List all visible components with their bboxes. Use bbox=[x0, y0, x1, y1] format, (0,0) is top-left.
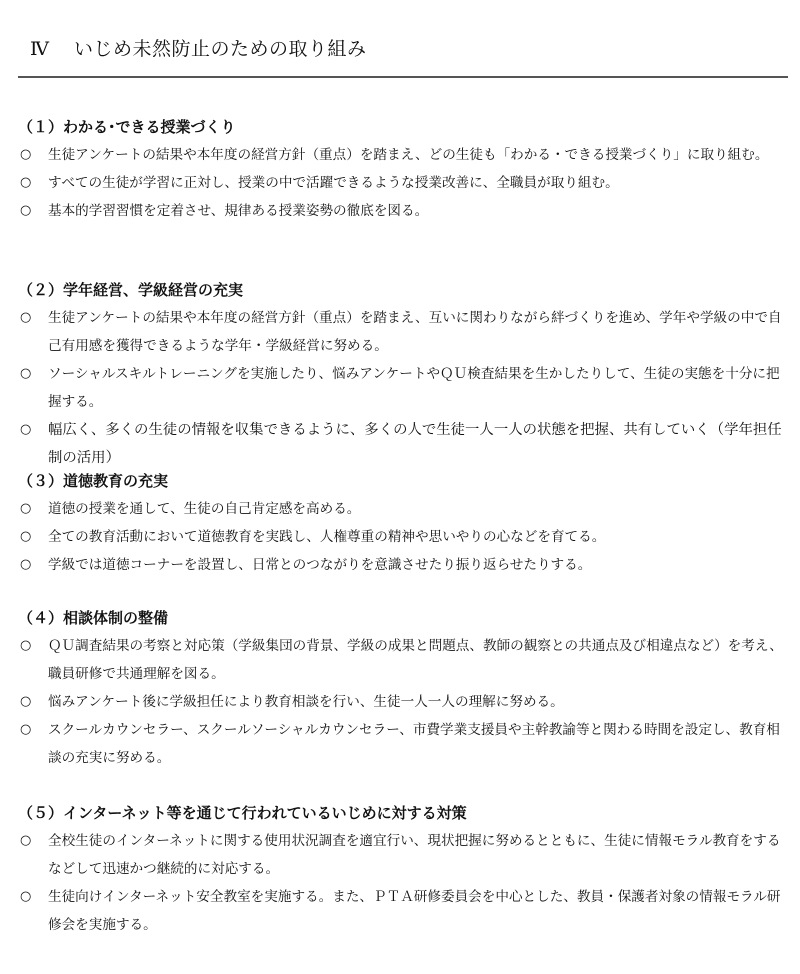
section-heading: （１）わかる･できる授業づくり bbox=[18, 118, 236, 136]
list-item bbox=[18, 523, 790, 551]
list-item bbox=[18, 688, 790, 716]
list-item bbox=[18, 883, 790, 939]
document-title bbox=[30, 34, 367, 61]
item-text: 生徒アンケートの結果や本年度の経営方針（重点）を踏まえ、互いに関わりながら絆づくりを進め、学年や学級の中で自己有用感を獲得できるような学年・学級経営に努める。 bbox=[48, 310, 782, 354]
bullet-circle: ○ bbox=[20, 529, 32, 544]
bullet-circle: ○ bbox=[20, 557, 32, 572]
section-item-list bbox=[18, 632, 790, 772]
section-item-list bbox=[18, 495, 790, 579]
item-text: 基本的学習習慣を定着させ、規律ある授業姿勢の徹底を図る。 bbox=[48, 203, 429, 219]
section-item-list bbox=[18, 827, 790, 939]
list-item bbox=[18, 360, 790, 416]
list-item bbox=[18, 495, 790, 523]
section-moral-education bbox=[18, 467, 790, 579]
item-text: 全ての教育活動において道徳教育を実践し、人権尊重の精神や思いやりの心などを育てる。 bbox=[48, 529, 606, 545]
section-heading: （３）道徳教育の充実 bbox=[18, 472, 169, 490]
bullet-circle: ○ bbox=[20, 203, 32, 218]
item-text: 道徳の授業を通して、生徒の自己肯定感を高める。 bbox=[48, 501, 361, 517]
section-internet-measures bbox=[18, 799, 790, 939]
section-heading: （５）インターネット等を通じて行われているいじめに対する対策 bbox=[18, 804, 467, 822]
bullet-circle: ○ bbox=[20, 422, 32, 437]
bullet-circle: ○ bbox=[20, 833, 32, 848]
item-text: ソーシャルスキルトレーニングを実施したり、悩みアンケートやＱＵ検査結果を生かしたりして、生徒の実態を十分に把握する。 bbox=[48, 366, 780, 410]
section-heading: （２）学年経営、学級経営の充実 bbox=[18, 281, 244, 299]
item-text: 学級では道徳コーナーを設置し、日常とのつながりを意識させたり振り返らせたりする。 bbox=[48, 557, 592, 573]
list-item bbox=[18, 304, 790, 360]
list-item bbox=[18, 169, 790, 197]
bullet-circle: ○ bbox=[20, 722, 32, 737]
list-item bbox=[18, 551, 790, 579]
section-heading: （４）相談体制の整備 bbox=[18, 609, 169, 627]
bullet-circle: ○ bbox=[20, 147, 32, 162]
item-text: 幅広く、多くの生徒の情報を収集できるように、多くの人で生徒一人一人の状態を把握、共有していく（学年担任制の活用） bbox=[48, 422, 782, 466]
bullet-circle: ○ bbox=[20, 638, 32, 653]
section-counseling bbox=[18, 604, 790, 772]
list-item bbox=[18, 632, 790, 688]
item-text: 悩みアンケート後に学級担任により教育相談を行い、生徒一人一人の理解に努める。 bbox=[48, 694, 564, 710]
item-text: スクールカウンセラー、スクールソーシャルカウンセラー、市費学業支援員や主幹教諭等と関わる時間を設定し、教育相談の充実に努める。 bbox=[48, 722, 780, 766]
list-item bbox=[18, 416, 790, 472]
bullet-circle: ○ bbox=[20, 175, 32, 190]
list-item bbox=[18, 716, 790, 772]
item-text: 全校生徒のインターネットに関する使用状況調査を適宜行い、現状把握に努めるとともに、生徒に情報モラル教育をするなどして迅速かつ継続的に対応する。 bbox=[48, 833, 781, 877]
bullet-circle: ○ bbox=[20, 366, 32, 381]
list-item bbox=[18, 197, 790, 225]
bullet-circle: ○ bbox=[20, 501, 32, 516]
bullet-circle: ○ bbox=[20, 694, 32, 709]
list-item bbox=[18, 141, 790, 169]
item-text: 生徒アンケートの結果や本年度の経営方針（重点）を踏まえ、どの生徒も「わかる・できる授業づくり」に取り組む。 bbox=[48, 147, 769, 163]
chapter-title: いじめ未然防止のための取り組み bbox=[74, 38, 367, 60]
list-item bbox=[18, 827, 790, 883]
bullet-circle: ○ bbox=[20, 310, 32, 325]
item-text: ＱＵ調査結果の考察と対応策（学級集団の背景、学級の成果と問題点、教師の観察との共通点及び相違点など）を考え、職員研修で共通理解を図る。 bbox=[48, 638, 783, 682]
section-class-management bbox=[18, 276, 790, 472]
item-text: 生徒向けインターネット安全教室を実施する。また、ＰＴＡ研修委員会を中心とした、教員・保護者対象の情報モラル研修会を実施する。 bbox=[48, 889, 781, 933]
chapter-numeral: Ⅳ bbox=[30, 38, 50, 60]
item-text: すべての生徒が学習に正対し、授業の中で活躍できるような授業改善に、全職員が取り組む。 bbox=[48, 175, 619, 191]
section-item-list bbox=[18, 141, 790, 225]
section-item-list bbox=[18, 304, 790, 472]
bullet-circle: ○ bbox=[20, 889, 32, 904]
section-lessons bbox=[18, 113, 790, 225]
title-underline bbox=[18, 76, 788, 78]
